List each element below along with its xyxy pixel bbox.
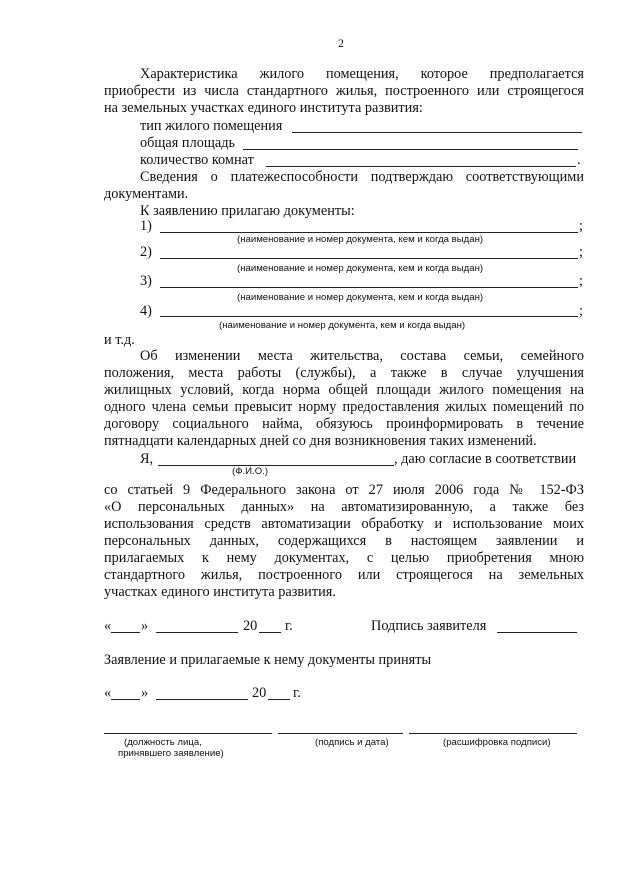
attachment-end-1: ; [579,218,583,234]
housing-intro-line-1: Характеристика жилого помещения, которое предполагается [140,66,584,82]
date-year-suffix: г. [285,618,293,634]
housing-intro-line-2: приобрести из числа стандартного жилья, построенного или строящегося [104,83,584,99]
date-day-field[interactable] [111,632,140,633]
caption-official-position-2: принявшего заявление) [118,748,224,759]
solvency-line-2: документами. [104,186,189,202]
consent-end: , даю согласие в соответствии [394,451,577,467]
date-quote-close: » [141,618,149,634]
attachment-field-4[interactable] [160,316,578,317]
attachment-end-4: ; [579,303,583,319]
changes-line-4: одного члена семьи превысит норму предоставления жилых помещений по [104,399,584,415]
consent-line-1: со статьей 9 Федерального закона от 27 июля 2006 года № 152-ФЗ [104,482,584,498]
applicant-signature-field[interactable] [497,632,577,633]
attachment-field-1[interactable] [160,232,578,233]
date-month-field[interactable] [156,632,238,633]
consent-line-5: прилагаемых к нему документах, с целью приобретения мною [104,550,584,566]
housing-type-label: тип жилого помещения [140,118,283,134]
acceptance-quote-open: « [104,685,112,701]
attachment-num-1: 1) [140,218,152,234]
acceptance-year-suffix: г. [293,685,301,701]
consent-start: Я, [140,451,154,467]
changes-line-1: Об изменении места жительства, состава семьи, семейного [140,348,584,364]
housing-area-label: общая площадь [140,135,236,151]
acceptance-year-field[interactable] [268,699,290,700]
attachment-num-3: 3) [140,273,152,289]
attachment-num-4: 4) [140,303,152,319]
attachment-end-2: ; [579,244,583,260]
attachment-caption-4: (наименование и номер документа, кем и когда выдан) [219,320,466,331]
consent-line-4: персональных данных, содержащихся в настоящем заявлении и [104,533,584,549]
consent-line-7: участках единого института развития. [104,584,336,600]
caption-official-position-1: (должность лица, [124,737,202,748]
attachment-field-2[interactable] [160,258,578,259]
caption-signature-decode: (расшифровка подписи) [443,737,551,748]
changes-line-6: пятнадцати календарных дней со дня возникновения таких изменений. [104,433,537,449]
attachment-caption-3: (наименование и номер документа, кем и когда выдан) [237,292,484,303]
consent-line-2: «О персональных данных» на автоматизированную, а также без [104,499,584,515]
housing-rooms-field[interactable] [266,166,576,167]
acceptance-quote-close: » [141,685,149,701]
consent-fio-caption: (Ф.И.О.) [232,466,269,477]
acceptance-year-prefix: 20 [252,685,267,701]
date-quote-open: « [104,618,112,634]
solvency-line-1: Сведения о платежеспособности подтверждаю соответствующими [140,169,584,185]
changes-line-5: договору социального найма, обязуюсь проинформировать в течение [104,416,584,432]
changes-line-3: жилищных условий, когда норма общей площади жилого помещения на [104,382,584,398]
official-signature-field[interactable] [278,733,403,734]
acceptance-month-field[interactable] [156,699,248,700]
housing-type-field[interactable] [292,132,582,133]
page-number: 2 [338,36,344,50]
official-position-field[interactable] [104,733,272,734]
housing-rooms-label: количество комнат [140,152,254,168]
housing-rooms-end: . [577,152,581,168]
caption-signature-date: (подпись и дата) [315,737,389,748]
housing-intro-line-3: на земельных участках единого института развития: [104,100,423,116]
changes-line-2: положения, места работы (службы), а также в случае улучшения [104,365,584,381]
housing-area-field[interactable] [243,149,578,150]
consent-fio-field[interactable] [158,465,394,466]
consent-line-6: стандартного жилья, построенного или строящегося на земельных [104,567,584,583]
attachment-end-3: ; [579,273,583,289]
date-year-prefix: 20 [243,618,258,634]
attachment-num-2: 2) [140,244,152,260]
attachment-field-3[interactable] [160,287,578,288]
date-year-field[interactable] [259,632,281,633]
attachments-etc: и т.д. [104,332,135,348]
attachment-caption-1: (наименование и номер документа, кем и когда выдан) [237,234,484,245]
acceptance-day-field[interactable] [111,699,140,700]
acceptance-title: Заявление и прилагаемые к нему документы приняты [104,652,432,668]
consent-line-3: использования средств автоматизации обработку и использование моих [104,516,584,532]
official-decode-field[interactable] [409,733,577,734]
applicant-signature-label: Подпись заявителя [371,618,487,634]
attachment-caption-2: (наименование и номер документа, кем и когда выдан) [237,263,484,274]
attachments-heading: К заявлению прилагаю документы: [140,203,355,219]
